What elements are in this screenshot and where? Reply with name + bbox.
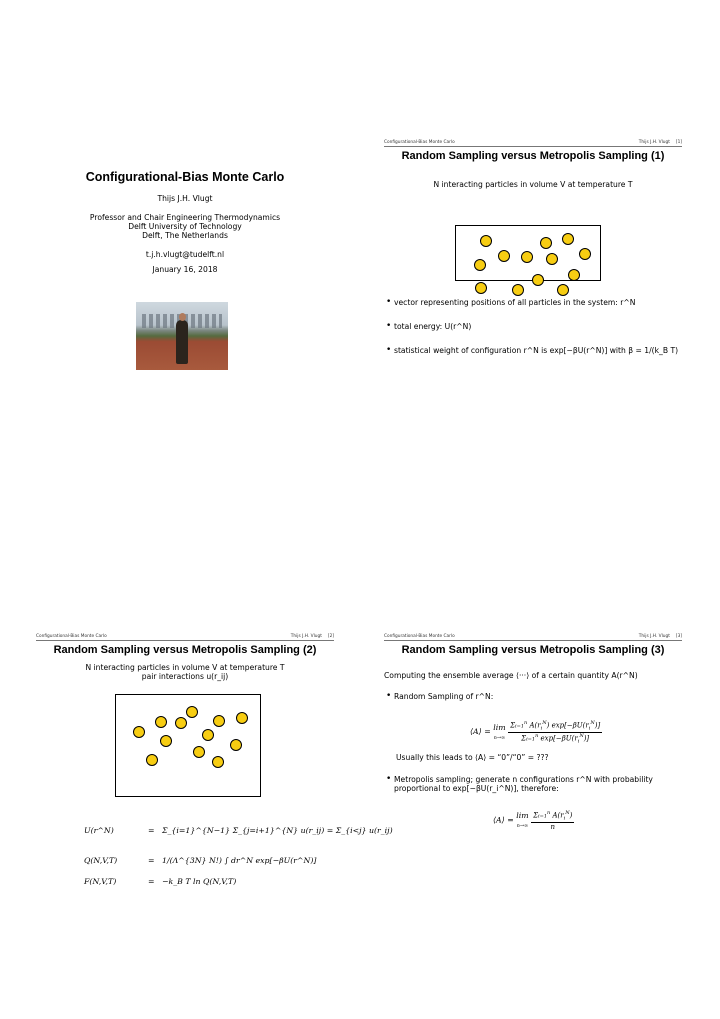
slide-1 xyxy=(384,140,682,189)
particle xyxy=(212,756,224,768)
particle xyxy=(540,237,552,249)
author-photo xyxy=(136,302,228,370)
particle xyxy=(175,717,187,729)
bullet-item: • total energy: U(r^N) xyxy=(384,322,682,331)
particle xyxy=(160,735,172,747)
particle xyxy=(146,754,158,766)
random-sampling-formula: ⟨A⟩ = lim n→∞ $\frac{\Sigma i=1^n A(r_i^N) \exp[-\beta U(r_i^N)]}{\Sigma i=1^n \exp[-\beta U(r_i^N)]}$ xyxy=(470,720,601,745)
particle xyxy=(480,235,492,247)
slide-intro: N interacting particles in volume V at temperature T xyxy=(85,663,285,672)
equation-lhs: U(r^N) xyxy=(84,826,114,835)
header-page: [1] xyxy=(675,140,682,145)
bullet-list xyxy=(384,692,682,701)
equation-lhs: Q(N,V,T) xyxy=(84,856,118,865)
slide-intro-2: pair interactions u(r_ij) xyxy=(141,672,229,681)
affiliation-line-3: Delft, The Netherlands xyxy=(142,231,228,240)
header-title: Configurational-Bias Monte Carlo xyxy=(384,140,455,145)
particle xyxy=(579,248,591,260)
particle xyxy=(521,251,533,263)
header-title: Configurational-Bias Monte Carlo xyxy=(36,634,107,639)
bullet-list xyxy=(384,298,682,355)
presentation-title: Configurational-Bias Monte Carlo xyxy=(85,170,285,184)
particle xyxy=(236,712,248,724)
particle-box xyxy=(455,225,601,281)
slide-header xyxy=(384,634,682,641)
slide-2 xyxy=(36,634,334,681)
slide-intro: N interacting particles in volume V at temperature T xyxy=(433,180,633,189)
particle xyxy=(475,282,487,294)
particle xyxy=(133,726,145,738)
header-author: Thijs J.H. Vlugt xyxy=(638,140,670,145)
slide-3 xyxy=(384,634,682,701)
particle xyxy=(202,729,214,741)
particle xyxy=(512,284,524,296)
person-head xyxy=(179,313,186,321)
equation-rhs: Σ_{i=1}^{N−1} Σ_{j=i+1}^{N} u(r_ij) = Σ_{i<j} u(r_ij) xyxy=(162,826,393,835)
author-email: t.j.h.vlugt@tudelft.nl xyxy=(145,250,225,259)
particle xyxy=(474,259,486,271)
equation-equals: = xyxy=(148,826,155,835)
presentation-date: January 16, 2018 xyxy=(152,265,218,274)
header-page: [2] xyxy=(327,634,334,639)
usually-note: Usually this leads to ⟨A⟩ = “0”/“0” = ??? xyxy=(396,753,549,762)
particle xyxy=(562,233,574,245)
slide-intro: Computing the ensemble average ⟨···⟩ of a certain quantity A(r^N) xyxy=(384,671,638,680)
title-slide xyxy=(36,140,334,274)
particle-box xyxy=(115,694,261,797)
bullet-item: • Random Sampling of r^N: xyxy=(384,692,682,701)
equation-equals: = xyxy=(148,856,155,865)
equation-rhs: 1/(Λ^{3N} N!) ∫ dr^N exp[−βU(r^N)] xyxy=(162,856,317,865)
person-figure xyxy=(176,320,188,364)
particle xyxy=(546,253,558,265)
particle xyxy=(557,284,569,296)
header-title: Configurational-Bias Monte Carlo xyxy=(384,634,455,639)
affiliation-line-1: Professor and Chair Engineering Thermodynamics xyxy=(89,213,281,222)
bullet-item: • statistical weight of configuration r^N is exp[−βU(r^N)] with β = 1/(k_B T) xyxy=(384,346,682,355)
equation-lhs: F(N,V,T) xyxy=(84,877,117,886)
bullet-list xyxy=(384,775,684,793)
particle xyxy=(155,716,167,728)
author-name: Thijs J.H. Vlugt xyxy=(157,194,213,203)
particle xyxy=(568,269,580,281)
header-page: [3] xyxy=(675,634,682,639)
particle xyxy=(193,746,205,758)
bullet-item: • vector representing positions of all particles in the system: r^N xyxy=(384,298,682,307)
bullet-item: • Metropolis sampling; generate n configurations r^N with probability proportional to exp[−βU(r_i^N)], therefore: xyxy=(384,775,684,793)
slide-title: Random Sampling versus Metropolis Sampling (1) xyxy=(401,150,665,162)
metropolis-formula: ⟨A⟩ = lim n→∞ $\frac{\Sigma i=1^n A(r_i^N)}{n}$ xyxy=(493,810,573,831)
particle xyxy=(186,706,198,718)
particle xyxy=(498,250,510,262)
slide-title: Random Sampling versus Metropolis Sampling (3) xyxy=(401,644,665,656)
equation-rhs: −k_B T ln Q(N,V,T) xyxy=(162,877,237,886)
particle xyxy=(532,274,544,286)
particle xyxy=(230,739,242,751)
header-author: Thijs J.H. Vlugt xyxy=(638,634,670,639)
slide-title: Random Sampling versus Metropolis Sampling (2) xyxy=(53,644,317,656)
particle xyxy=(213,715,225,727)
affiliation-line-2: Delft University of Technology xyxy=(128,222,242,231)
slide-header xyxy=(36,634,334,641)
header-author: Thijs J.H. Vlugt xyxy=(290,634,322,639)
slide-header xyxy=(384,140,682,147)
equation-equals: = xyxy=(148,877,155,886)
